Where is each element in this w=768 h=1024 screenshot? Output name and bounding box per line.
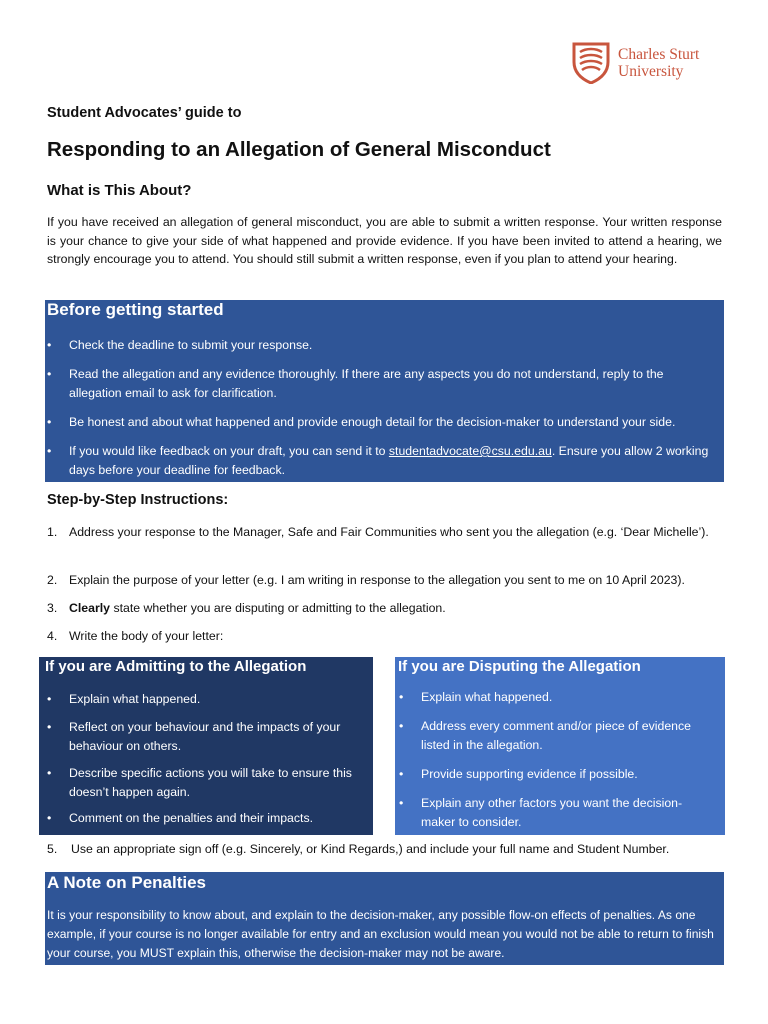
disputing-heading: If you are Disputing the Allegation xyxy=(398,658,641,675)
step-text: Write the body of your letter: xyxy=(69,629,224,643)
disputing-item: • Address every comment and/or piece of evidence listed in the allegation. xyxy=(421,717,711,754)
before-item-4-prefix: If you would like feedback on your draft, you can send it to xyxy=(69,444,389,458)
step-text: Use an appropriate sign off (e.g. Sincerely, or Kind Regards,) and include your full name and Student Number. xyxy=(70,842,670,856)
before-getting-started-box xyxy=(45,300,724,482)
before-item: • Be honest and about what happened and provide enough detail for the decision-maker to understand your side. xyxy=(69,413,719,432)
step-number: 2. xyxy=(47,573,58,587)
step-item xyxy=(47,627,722,646)
step-number: 4. xyxy=(47,629,58,643)
before-item-4-suffix: . Ensure you allow 2 working days before your deadline for feedback. xyxy=(69,444,709,477)
disputing-item: • Provide supporting evidence if possible. xyxy=(421,765,711,784)
admitting-item: • Reflect on your behaviour and the impacts of your behaviour on others. xyxy=(69,718,367,755)
penalties-box xyxy=(45,872,724,965)
admitting-box xyxy=(39,657,373,835)
disputing-item: • Explain what happened. xyxy=(421,688,711,707)
disputing-box xyxy=(395,657,725,835)
step-number: 5. xyxy=(47,842,58,856)
step-number: 1. xyxy=(47,525,58,539)
logo-line-1: Charles Sturt xyxy=(618,46,700,63)
step-text: Explain the purpose of your letter (e.g. I am writing in response to the allegation you sent to me on 10 April 2023). xyxy=(69,573,685,587)
before-item: • Read the allegation and any evidence thoroughly. If there are any aspects you do not understand, reply to the allegation email to ask for clarification. xyxy=(69,365,719,402)
before-item: • Check the deadline to submit your response. xyxy=(69,336,719,355)
admitting-item: • Comment on the penalties and their impacts. xyxy=(69,809,367,828)
step-item xyxy=(47,842,669,856)
before-item xyxy=(69,442,719,479)
step-item xyxy=(47,571,722,590)
admitting-item: • Explain what happened. xyxy=(69,690,367,709)
university-crest-icon xyxy=(572,42,610,84)
step-item xyxy=(47,523,722,542)
step-item xyxy=(47,599,722,618)
penalties-heading: A Note on Penalties xyxy=(47,873,207,892)
university-name xyxy=(618,46,699,80)
step-text: Address your response to the Manager, Safe and Fair Communities who sent you the allegation (e.g. ‘Dear Michelle’). xyxy=(69,525,709,539)
about-text: If you have received an allegation of general misconduct, you are able to submit a written response. Your written response is your chance to give your side of what happened and provide evidence. If you have been invited to attend a hearing, we strongly encourage you to attend. You should still submit a written response, even if you plan to attend your hearing. xyxy=(47,215,722,267)
document-title: Responding to an Allegation of General Misconduct xyxy=(47,138,551,161)
steps-heading: Step-by-Step Instructions: xyxy=(47,492,229,508)
step-text: state whether you are disputing or admitting to the allegation. xyxy=(110,601,446,615)
disputing-item: • Explain any other factors you want the decision-maker to consider. xyxy=(421,794,711,831)
university-logo xyxy=(572,42,699,84)
before-heading: Before getting started xyxy=(47,300,224,319)
step-number: 3. xyxy=(47,601,58,615)
about-heading: What is This About? xyxy=(47,182,192,199)
step-emphasis: Clearly xyxy=(69,601,111,615)
student-advocate-email-link[interactable]: studentadvocate@csu.edu.au xyxy=(388,444,552,458)
admitting-item: • Describe specific actions you will take to ensure this doesn’t happen again. xyxy=(69,764,371,801)
penalties-text: It is your responsibility to know about, and explain to the decision-maker, any possible flow-on effects of penalties. As one example, if your course is no longer available for entry and an exclusion would mean you would not be able to return to finish your course, you MUST explain this, otherwise the decision-maker may not be aware. xyxy=(47,908,714,960)
admitting-heading: If you are Admitting to the Allegation xyxy=(45,658,307,675)
logo-line-2: University xyxy=(618,63,684,80)
document-supertitle: Student Advocates’ guide to xyxy=(47,105,242,121)
